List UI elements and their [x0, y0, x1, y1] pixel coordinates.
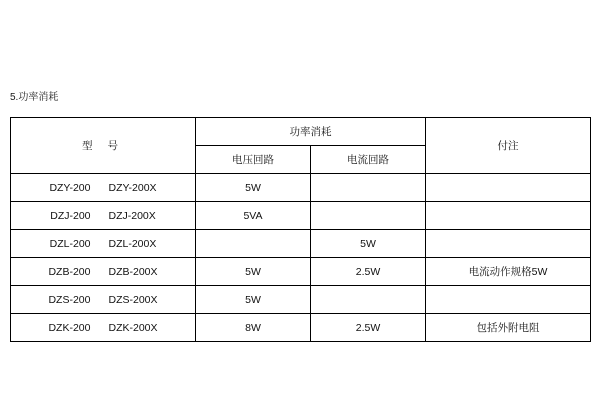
cell-model: [11, 258, 196, 286]
model-name-b: DZY-200X: [108, 181, 157, 194]
table-row: [11, 202, 591, 230]
model-name-a: DZS-200: [48, 293, 91, 306]
table-row: [11, 314, 591, 342]
cell-current: 2.5W: [311, 258, 426, 286]
cell-model: [11, 230, 196, 258]
header-model: 型 号: [11, 118, 196, 174]
header-voltage-circuit: 电压回路: [196, 146, 311, 174]
power-consumption-table-wrapper: [10, 117, 590, 342]
cell-current: [311, 286, 426, 314]
header-power-consumption: 功率消耗: [196, 118, 426, 146]
cell-voltage: 5VA: [196, 202, 311, 230]
cell-note: 包括外附电阻: [426, 314, 591, 342]
cell-voltage: 8W: [196, 314, 311, 342]
model-name-a: DZB-200: [48, 265, 91, 278]
model-name-b: DZL-200X: [108, 237, 157, 250]
cell-voltage: 5W: [196, 258, 311, 286]
table-row: [11, 230, 591, 258]
model-name-a: DZJ-200: [50, 209, 91, 222]
section-title: 5.功率消耗: [10, 92, 59, 103]
model-name-b: DZJ-200X: [108, 209, 156, 222]
cell-current: 2.5W: [311, 314, 426, 342]
cell-note: 电流动作规格5W: [426, 258, 591, 286]
model-name-b: DZB-200X: [108, 265, 158, 278]
model-name-a: DZY-200: [49, 181, 91, 194]
cell-voltage: [196, 230, 311, 258]
table-row: [11, 174, 591, 202]
cell-voltage: 5W: [196, 286, 311, 314]
cell-model: [11, 202, 196, 230]
cell-model: [11, 314, 196, 342]
cell-note: [426, 286, 591, 314]
header-current-circuit: 电流回路: [311, 146, 426, 174]
model-name-a: DZK-200: [48, 321, 91, 334]
cell-model: [11, 174, 196, 202]
table-row: [11, 286, 591, 314]
cell-current: 5W: [311, 230, 426, 258]
cell-model: [11, 286, 196, 314]
table-row: [11, 258, 591, 286]
cell-note: [426, 202, 591, 230]
cell-current: [311, 202, 426, 230]
cell-voltage: 5W: [196, 174, 311, 202]
table-header-row-1: [11, 118, 591, 146]
cell-current: [311, 174, 426, 202]
cell-note: [426, 174, 591, 202]
model-name-b: DZK-200X: [108, 321, 158, 334]
cell-note: [426, 230, 591, 258]
power-consumption-table: [10, 117, 591, 342]
model-name-b: DZS-200X: [108, 293, 158, 306]
header-note: 付注: [426, 118, 591, 174]
model-name-a: DZL-200: [49, 237, 91, 250]
